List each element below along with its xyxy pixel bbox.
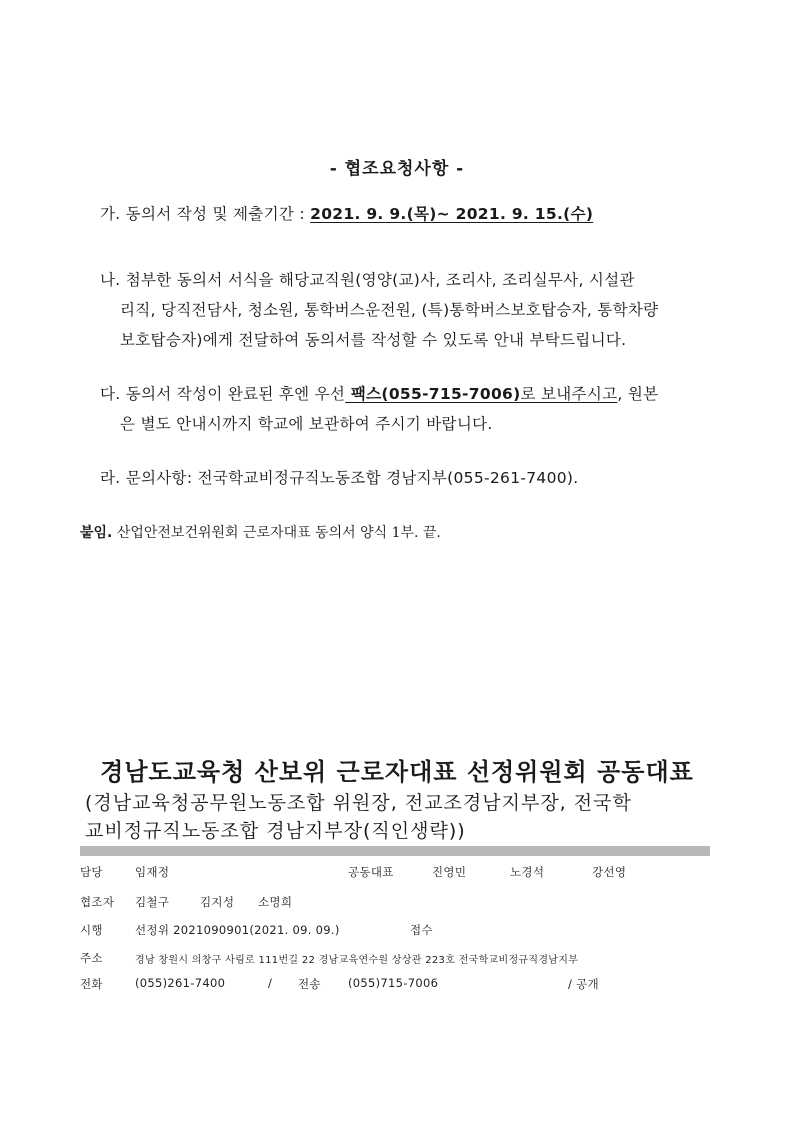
send-instruction: 로 보내주시고 bbox=[520, 385, 618, 403]
sender-title: 경남도교육청 산보위 근로자대표 선정위원회 공동대표 bbox=[100, 758, 694, 786]
joint-name-1: 진영민 bbox=[432, 865, 467, 879]
item-na-line1: 나. 첨부한 동의서 서식을 해당교직원(영양(교)사, 조리사, 조리실무사, 시설관 bbox=[100, 271, 635, 289]
danger-label: 담당 bbox=[80, 865, 103, 879]
item-da-prefix: 다. 동의서 작성이 완료된 후엔 우선 bbox=[100, 385, 346, 403]
fax-value: (055)715-7006 bbox=[348, 976, 439, 990]
coop-name-1: 김철구 bbox=[135, 895, 170, 909]
address-value: 경남 창원시 의창구 사림로 111번길 22 경남교육연수원 상상관 223호 전국학교비정규직경남지부 bbox=[135, 955, 579, 966]
coop-label: 협조자 bbox=[80, 895, 115, 909]
danger-name: 임재정 bbox=[135, 865, 170, 879]
fax-number: 팩스(055-715-7006) bbox=[345, 385, 521, 403]
exec-value: 선정위 2021090901(2021. 09. 09.) bbox=[135, 923, 340, 937]
public-status: / 공개 bbox=[568, 977, 599, 991]
joint-name-2: 노경석 bbox=[510, 865, 545, 879]
coop-name-2: 김지성 bbox=[200, 895, 235, 909]
phone-value: (055)261-7400 bbox=[135, 976, 226, 990]
attachment-text: 산업안전보건위원회 근로자대표 동의서 양식 1부. 끝. bbox=[112, 525, 441, 541]
divider-bar bbox=[80, 846, 710, 856]
request-heading: - 협조요청사항 - bbox=[329, 159, 465, 179]
sender-sub-line1: (경남교육청공무원노동조합 위원장, 전교조경남지부장, 전국학 bbox=[85, 792, 632, 814]
item-ga-prefix: 가. 동의서 작성 및 제출기간 : bbox=[100, 205, 311, 223]
attachment bbox=[80, 522, 441, 542]
address-label: 주소 bbox=[80, 951, 103, 965]
item-da-suffix: , 원본 bbox=[617, 385, 659, 403]
fax-label: 전송 bbox=[298, 977, 321, 991]
coop-name-3: 소명희 bbox=[258, 895, 293, 909]
item-na-line2: 리직, 당직전담사, 청소원, 통학버스운전원, (특)통학버스보호탑승자, 통학차량 bbox=[120, 301, 659, 319]
separator: / bbox=[268, 976, 273, 990]
item-na-line3: 보호탑승자)에게 전달하여 동의서를 작성할 수 있도록 안내 부탁드립니다. bbox=[120, 331, 627, 349]
phone-label: 전화 bbox=[80, 977, 103, 991]
item-da-line2: 은 별도 안내시까지 학교에 보관하여 주시기 바랍니다. bbox=[120, 415, 493, 433]
submission-period: 2021. 9. 9.(목)~ 2021. 9. 15.(수) bbox=[310, 205, 594, 223]
attachment-label: 붙임. bbox=[80, 525, 113, 541]
exec-label: 시행 bbox=[80, 923, 103, 937]
sender-sub-line2: 교비정규직노동조합 경남지부장(직인생략)) bbox=[85, 820, 466, 842]
item-ra: 라. 문의사항: 전국학교비정규직노동조합 경남지부(055-261-7400). bbox=[100, 469, 579, 487]
joint-name-3: 강선영 bbox=[592, 865, 627, 879]
joint-label: 공동대표 bbox=[348, 865, 394, 879]
item-ga bbox=[100, 198, 593, 230]
receipt-label: 접수 bbox=[410, 923, 433, 937]
item-da-line1 bbox=[100, 378, 658, 410]
